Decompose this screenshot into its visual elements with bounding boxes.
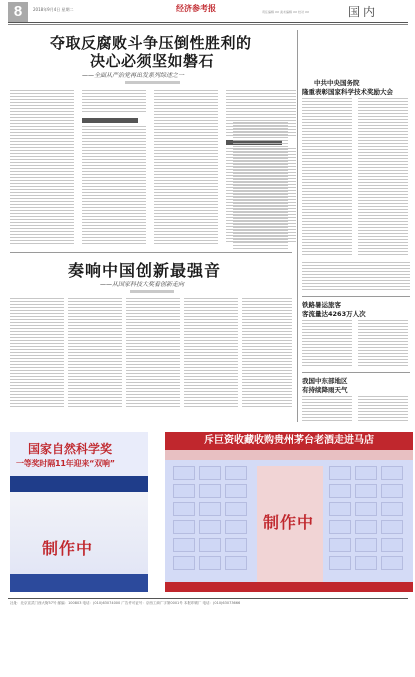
sidebar-divider [297,30,298,422]
bottle-image [173,466,195,480]
sidebar-article3-title-line2: 有持续降雨天气 [302,386,348,394]
article1-headline-line2: 决心必须坚如磐石 [90,52,215,70]
article1-body-col5 [233,122,288,250]
ad-left-title-line2: 一等奖时隔11年迎来“双响” [16,459,115,468]
article2-subhead: ——从国家科技大奖看创新走向 [100,281,185,288]
bottle-image [329,484,351,498]
bottle-image [173,502,195,516]
sidebar-article-1 [302,78,410,258]
bottle-image [381,520,403,534]
masthead: 经济参考报 [176,3,216,13]
bottle-image [381,538,403,552]
bottle-image [355,502,377,516]
sidebar-article1-continued [302,262,410,292]
article1-body-col1 [10,90,74,244]
sidebar-article2-title-line2: 客流量达4263万人次 [302,310,366,318]
article2-body-col3 [126,298,180,408]
ad-left-bottom-band [10,574,148,592]
bottle-image [355,466,377,480]
ad-right-stamp: 制作中 [263,513,315,532]
bottle-image [329,538,351,552]
ad-left-blue-band [10,476,148,492]
sidebar-rule-1 [302,296,410,297]
sidebar-article3-title-line1: 我国中东部地区 [302,377,348,385]
bottle-image [381,484,403,498]
header-date: 2018年9月4日 星期二 [33,7,74,12]
bottle-image [199,484,221,498]
article1-body-col2 [82,90,146,114]
sidebar-article1-body-col1 [302,98,352,256]
article-innovation [10,258,292,410]
bottle-image [199,502,221,516]
article2-body-col1 [10,298,64,408]
sidebar-article-3 [302,376,410,424]
byline [125,81,180,84]
bottle-image [173,484,195,498]
bottle-image [225,520,247,534]
sidebar-rule-2 [302,372,410,373]
page-number: 8 [8,2,28,22]
article1-body-col3 [154,90,218,244]
sidebar-article-2 [302,300,410,370]
bottle-image [199,466,221,480]
bottle-image [329,520,351,534]
bottle-image [225,484,247,498]
article2-byline [130,290,174,293]
header-editor-info: 责任编辑 XX 美术编辑 XX 校对 XX [262,10,310,14]
article2-body-col2 [68,298,122,408]
ad-maotai [165,432,413,592]
bottle-image [381,556,403,570]
ad-left-stamp: 制作中 [42,539,94,558]
bottle-image [173,520,195,534]
bottle-image [355,520,377,534]
ad-right-subbar [165,450,413,460]
bottle-image [173,556,195,570]
article1-crosshead-1 [82,118,138,123]
footer-text: 社址：北京宣武门西大街57号 邮编：100803 电话：(010)63074000 广告许可证号：京西工商广字第0001号 本报印刷厂 电话：(010)63073666 [10,601,241,605]
sidebar-article3-body-col2 [358,396,408,422]
bottle-image [355,556,377,570]
article-divider [10,252,292,253]
bottle-image [225,538,247,552]
ad-right-footer-bar [165,582,413,592]
sidebar-article1-title-line1: 中共中央国务院 [314,79,360,87]
bottle-image [199,556,221,570]
ad-left-title-line1: 国家自然科学奖 [28,442,113,456]
header-rule [8,22,408,23]
bottle-image [225,502,247,516]
bottle-image [329,466,351,480]
sidebar-article1-title-line2: 隆重表彰国家科学技术奖励大会 [302,88,393,96]
article1-body-col2b [82,126,146,244]
article1-headline-line1: 夺取反腐败斗争压倒性胜利的 [50,34,252,52]
bottle-image [329,502,351,516]
sidebar-article2-body-col2 [358,320,408,368]
ad-science-prize [10,432,148,592]
bottle-image [225,556,247,570]
bottle-image [355,484,377,498]
footer-rule [8,598,408,599]
bottle-image [173,538,195,552]
sidebar-article2-title-line1: 铁路暑运旅客 [302,301,341,309]
sidebar-article2-body-col1 [302,320,352,368]
sidebar-article1-body-col2 [358,98,408,256]
header-rule-2 [8,24,408,25]
bottle-image [199,520,221,534]
article2-body-col4 [184,298,238,408]
bottle-image [355,538,377,552]
bottle-image [329,556,351,570]
bottle-image [225,466,247,480]
bottle-image [199,538,221,552]
bottle-image [381,502,403,516]
article1-subhead: ——全面从严治党再出发系列综述之一 [82,72,185,79]
sidebar-article3-body-col1 [302,396,352,422]
bottle-image [381,466,403,480]
article2-headline: 奏响中国创新最强音 [68,261,222,280]
article2-body-col5 [242,298,292,408]
ad-right-banner: 斥巨资收藏收购贵州茅台老酒走进马店 [165,432,413,450]
section-title: 国内 [348,5,379,19]
page-header [0,0,415,24]
